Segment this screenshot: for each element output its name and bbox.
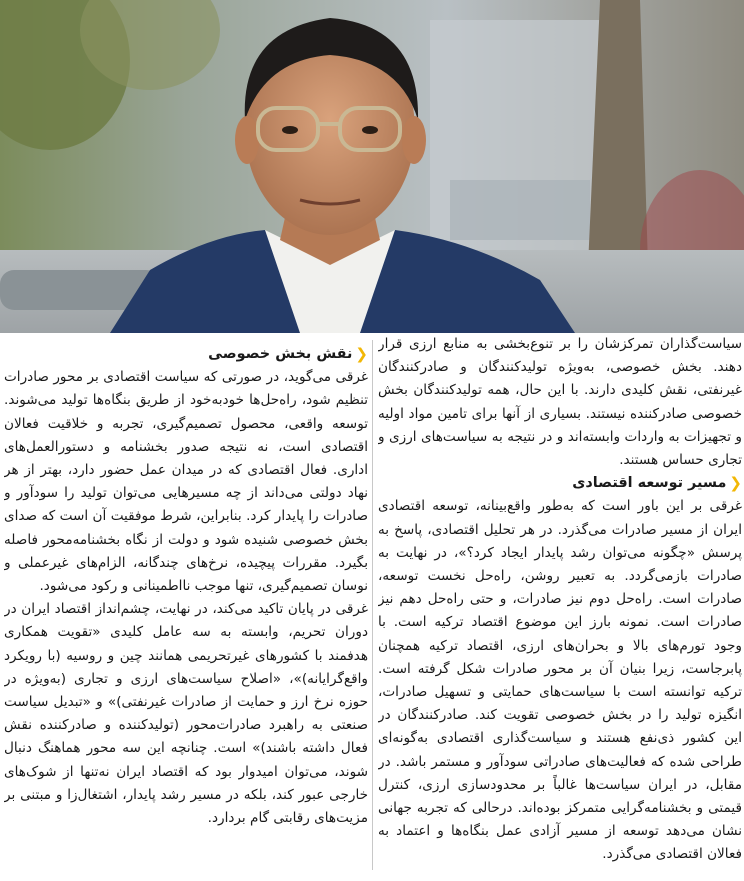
subheading-private-sector xyxy=(4,343,368,366)
column-divider xyxy=(372,340,373,870)
body-paragraph: غرقی در پایان تاکید می‌کند، در نهایت، چشم‌انداز اقتصاد ایران در دوران تحریم، وابسته به سه عامل کلیدی «تقویت همکاری هدفمند با کشورهای غیرتحریمی همانند چین و روسیه (با رویکرد واقع‌گرایانه)»، «اصلاح سیاست‌های ارزی و تجاری (به‌ویژه در حوزه نرخ ارز و حمایت از صادرات غیرنفتی)» و «تبدیل سیاست صنعتی به راهبرد صادرات‌محور (تولیدکننده و صادرکننده نقش فعال داشته باشند)» است. چنانچه این سه محور هماهنگ دنبال شوند، می‌توان امیدوار بود که اقتصاد ایران نه‌تنها از شوک‌های خارجی عبور کند، بلکه در مسیر رشد پایدار، اشتغال‌زا و مبتنی بر مزیت‌های رقابتی گام بردارد. xyxy=(4,601,368,827)
intro-paragraph: سیاست‌گذاران تمرکزشان را بر تنوع‌بخشی به منابع ارزی قرار دهند. بخش خصوصی، به‌ویژه تولیدکنندگان و صادرکنندگان غیرنفتی، نقش کلیدی دارند. با این حال، همه تولیدکنندگان بخش خصوصی صادرکننده نیستند. بسیاری از آنها برای تامین مواد اولیه و تجهیزات به واردات وابسته‌اند و در نتیجه به سیاست‌های ارزی و تجاری حساس هستند. xyxy=(378,336,742,469)
body-paragraph: غرقی بر این باور است که به‌طور واقع‌بینانه، توسعه اقتصادی ایران از مسیر صادرات می‌گذرد. در هر تحلیل اقتصادی، پاسخ به پرسش «چگونه می‌توان رشد پایدار ایجاد کرد؟»، در نهایت به صادرات بازمی‌گردد. به تعبیر روشن، راه‌حل نخست توسعه، صادرات است. راه‌حل دوم نیز صادرات، و حتی راه‌حل دهم نیز صادرات است. نمونه بارز این موضوع اقتصاد ترکیه است. با وجود تورم‌های بالا و بحران‌های ارزی، اقتصاد ترکیه همچنان پابرجاست، زیرا بنیان آن بر محور صادرات شکل گرفته است. ترکیه توانسته است با سیاست‌های حمایتی و تسهیل صادرات، انگیزه تولید را در بخش خصوصی تقویت کند. صادرکنندگان در این کشور ذی‌نفع هستند و سیاست‌گذاری اقتصادی به‌گونه‌ای طراحی شده که فعالیت‌های صادراتی سودآور و مستمر باشد. در مقابل، در ایران سیاست‌ها غالباً بر محدودسازی ارزی، کنترل قیمتی و بخشنامه‌گرایی متمرکز بوده‌اند. درحالی که تجربه جهانی نشان می‌دهد توسعه از مسیر آزادی عمل بنگاه‌ها و اعتماد به فعالان اقتصادی می‌گذرد. xyxy=(378,498,742,863)
body-paragraph: غرقی می‌گوید، در صورتی که سیاست اقتصادی بر محور صادرات تنظیم شود، راه‌حل‌ها خودبه‌خود از طریق بنگاه‌ها تولید می‌شوند. توسعه واقعی، محصول تصمیم‌گیری، تجربه و خلاقیت فعالان اقتصادی است، نه نتیجه صدور بخشنامه و دستورالعمل‌های اداری. فعال اقتصادی که در میدان عمل حضور دارد، بهتر از هر نهاد دولتی می‌داند از چه مسیرهایی می‌توان تولید را سودآور و صادرات را پایدار کرد. بنابراین، شرط موفقیت آن است که صدای بخش خصوصی شنیده شود و دولت از نگاه بخشنامه‌محور فاصله بگیرد. مقررات پیچیده، نرخ‌های چندگانه، الزام‌های غیرعملی و نوسان تصمیم‌گیری، تنها موجب نااطمینانی و رکود می‌شود. xyxy=(4,369,368,595)
subheading-label: مسیر توسعه اقتصادی xyxy=(572,475,727,492)
chevron-left-icon: ❮ xyxy=(355,345,368,364)
left-column xyxy=(4,343,368,877)
subheading-label: نقش بخش خصوصی xyxy=(208,346,353,362)
right-column xyxy=(378,333,742,881)
chevron-left-icon: ❮ xyxy=(729,474,742,493)
portrait-photo xyxy=(0,0,744,333)
portrait-illustration xyxy=(0,0,744,333)
subheading-economic-development xyxy=(378,472,742,495)
